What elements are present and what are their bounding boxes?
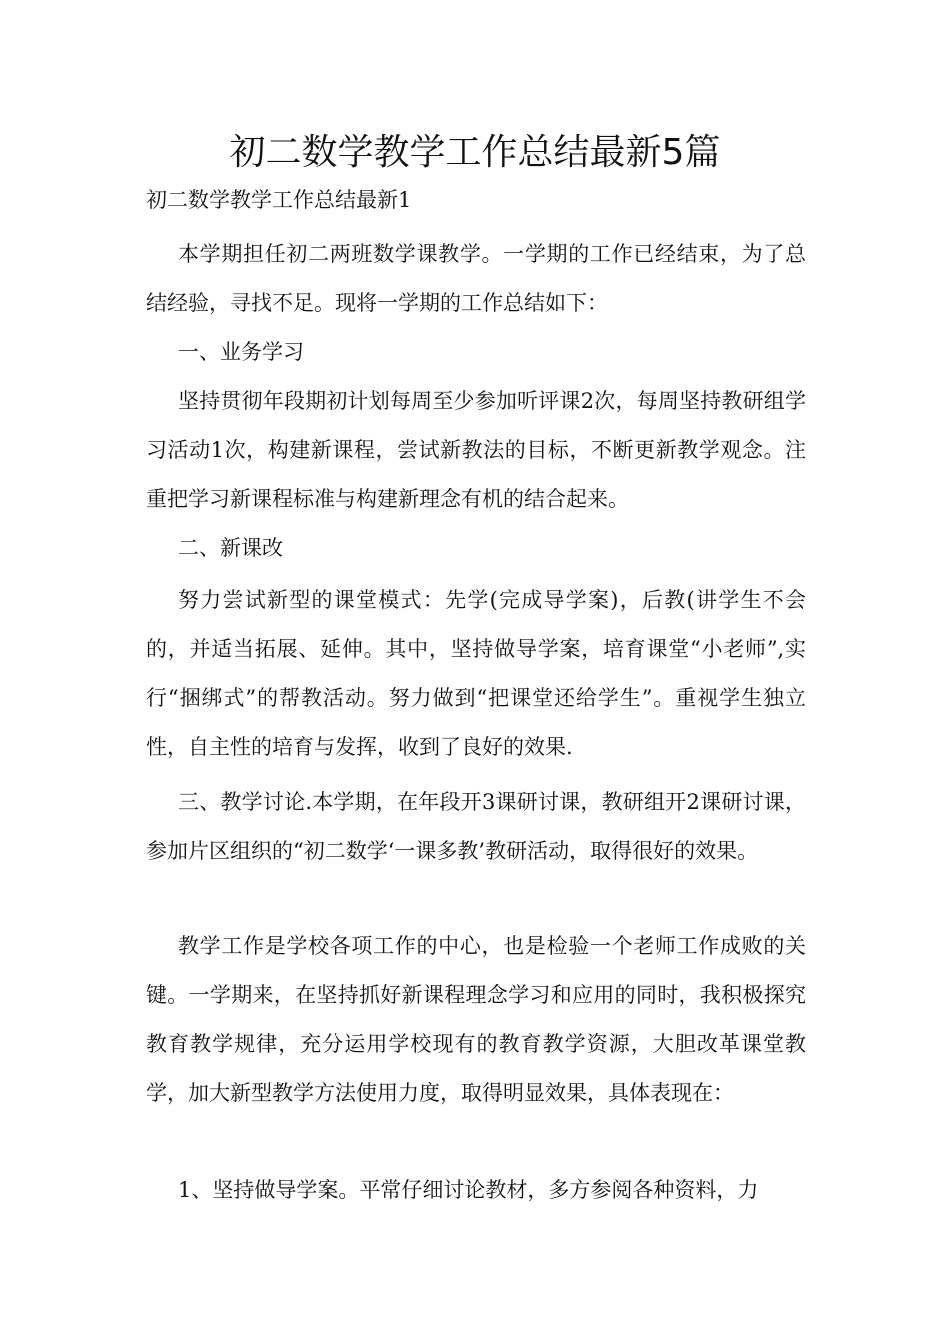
paragraph-2: 努力尝试新型的课堂模式：先学(完成导学案)，后教(讲学生不会的，并适当拓展、延伸。其中，坚持做导学案，培育课堂“小老师”,实行“捆绑式”的帮教活动。努力做到“把课堂还给学生”。重视学生独立性，自主性的培育与发挥，收到了良好的效果. <box>146 588 806 759</box>
section-heading-2: 二、新课改 <box>178 536 283 560</box>
document-subtitle: 初二数学教学工作总结最新1 <box>146 188 412 212</box>
paragraph-5: 1、坚持做导学案。平常仔细讨论教材，多方参阅各种资料，力 <box>178 1178 759 1202</box>
section-heading-1: 一、业务学习 <box>178 340 304 364</box>
paragraph-4: 教学工作是学校各项工作的中心，也是检验一个老师工作成败的关键。一学期来，在坚持抓好新课程理念学习和应用的同时，我积极探究教育教学规律，充分运用学校现有的教育教学资源，大胆改革课堂教学，加大新型教学方法使用力度，取得明显效果，具体表现在： <box>146 934 806 1105</box>
intro-paragraph: 本学期担任初二两班数学课教学。一学期的工作已经结束，为了总结经验，寻找不足。现将一学期的工作总结如下： <box>146 242 806 315</box>
paragraph-3: 三、教学讨论.本学期，在年段开3课研讨课，教研组开2课研讨课，参加片区组织的“初二数学‘一课多教’教研活动，取得很好的效果。 <box>146 790 806 863</box>
document-title: 初二数学教学工作总结最新5篇 <box>229 132 721 173</box>
paragraph-1: 坚持贯彻年段期初计划每周至少参加听评课2次，每周坚持教研组学习活动1次，构建新课程，尝试新教法的目标，不断更新教学观念。注重把学习新课程标准与构建新理念有机的结合起来。 <box>146 389 806 511</box>
